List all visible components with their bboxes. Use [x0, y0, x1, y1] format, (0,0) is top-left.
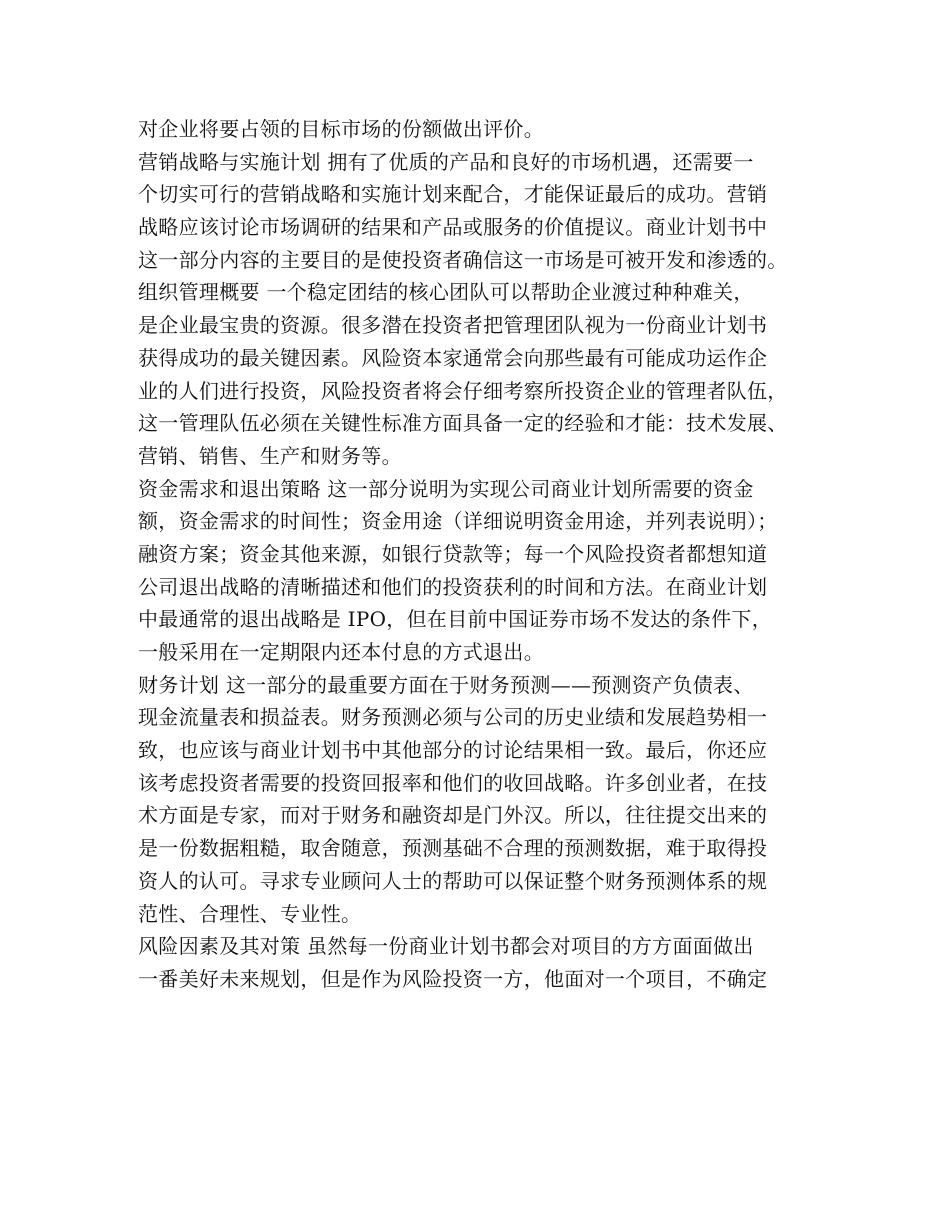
document-body-text — [138, 113, 838, 996]
text-line: 中最通常的退出战略是 IPO，但在目前中国证券市场不发达的条件下， — [138, 607, 773, 632]
text-line: 组织管理概要 一个稳定团结的核心团队可以帮助企业渡过种种难关， — [138, 280, 754, 305]
text-line: 范性、合理性、专业性。 — [138, 901, 362, 926]
text-line: 对企业将要占领的目标市场的份额做出评价。 — [138, 117, 544, 141]
text-line: 是一份数据粗糙，取舍随意，预测基础不合理的预测数据，难于取得投 — [138, 836, 768, 861]
text-line: 这一管理队伍必须在关键性标准方面具备一定的经验和才能：技术发展、 — [138, 411, 788, 436]
text-line: 现金流量表和损益表。财务预测必须与公司的历史业绩和发展趋势相一 — [138, 705, 768, 730]
text-line: 该考虑投资者需要的投资回报率和他们的收回战略。许多创业者，在技 — [138, 770, 768, 795]
text-line: 战略应该讨论市场调研的结果和产品或服务的价值提议。商业计划书中 — [138, 215, 768, 240]
text-line: 获得成功的最关键因素。风险资本家通常会向那些最有可能成功运作企 — [138, 345, 768, 370]
text-line: 是企业最宝贵的资源。很多潜在投资者把管理团队视为一份商业计划书 — [138, 313, 768, 338]
text-line: 额，资金需求的时间性；资金用途（详细说明资金用途，并列表说明）； — [138, 509, 778, 534]
text-line: 资金需求和退出策略 这一部分说明为实现公司商业计划所需要的资金 — [138, 476, 754, 501]
text-line: 资人的认可。寻求专业顾问人士的帮助可以保证整个财务预测体系的规 — [138, 868, 768, 893]
text-line: 一般采用在一定期限内还本付息的方式退出。 — [138, 640, 544, 664]
text-line: 业的人们进行投资，风险投资者将会仔细考察所投资企业的管理者队伍， — [138, 378, 788, 403]
text-line: 一番美好未来规划，但是作为风险投资一方，他面对一个项目，不确定 — [138, 966, 768, 991]
text-line: 营销战略与实施计划 拥有了优质的产品和良好的市场机遇，还需要一 — [138, 149, 754, 174]
text-line: 致，也应该与商业计划书中其他部分的讨论结果相一致。最后，你还应 — [138, 738, 768, 763]
text-line: 公司退出战略的清晰描述和他们的投资获利的时间和方法。在商业计划 — [138, 574, 768, 599]
text-line: 个切实可行的营销战略和实施计划来配合，才能保证最后的成功。营销 — [138, 182, 768, 207]
text-line: 这一部分内容的主要目的是使投资者确信这一市场是可被开发和渗透的。 — [138, 247, 788, 272]
text-line: 财务计划 这一部分的最重要方面在于财务预测——预测资产负债表、 — [138, 672, 754, 697]
text-line: 营销、销售、生产和财务等。 — [138, 443, 402, 468]
text-line: 风险因素及其对策 虽然每一份商业计划书都会对项目的方方面面做出 — [138, 934, 754, 959]
text-line: 术方面是专家，而对于财务和融资却是门外汉。所以，往往提交出来的 — [138, 803, 768, 828]
text-line: 融资方案；资金其他来源，如银行贷款等；每一个风险投资者都想知道 — [138, 541, 768, 566]
